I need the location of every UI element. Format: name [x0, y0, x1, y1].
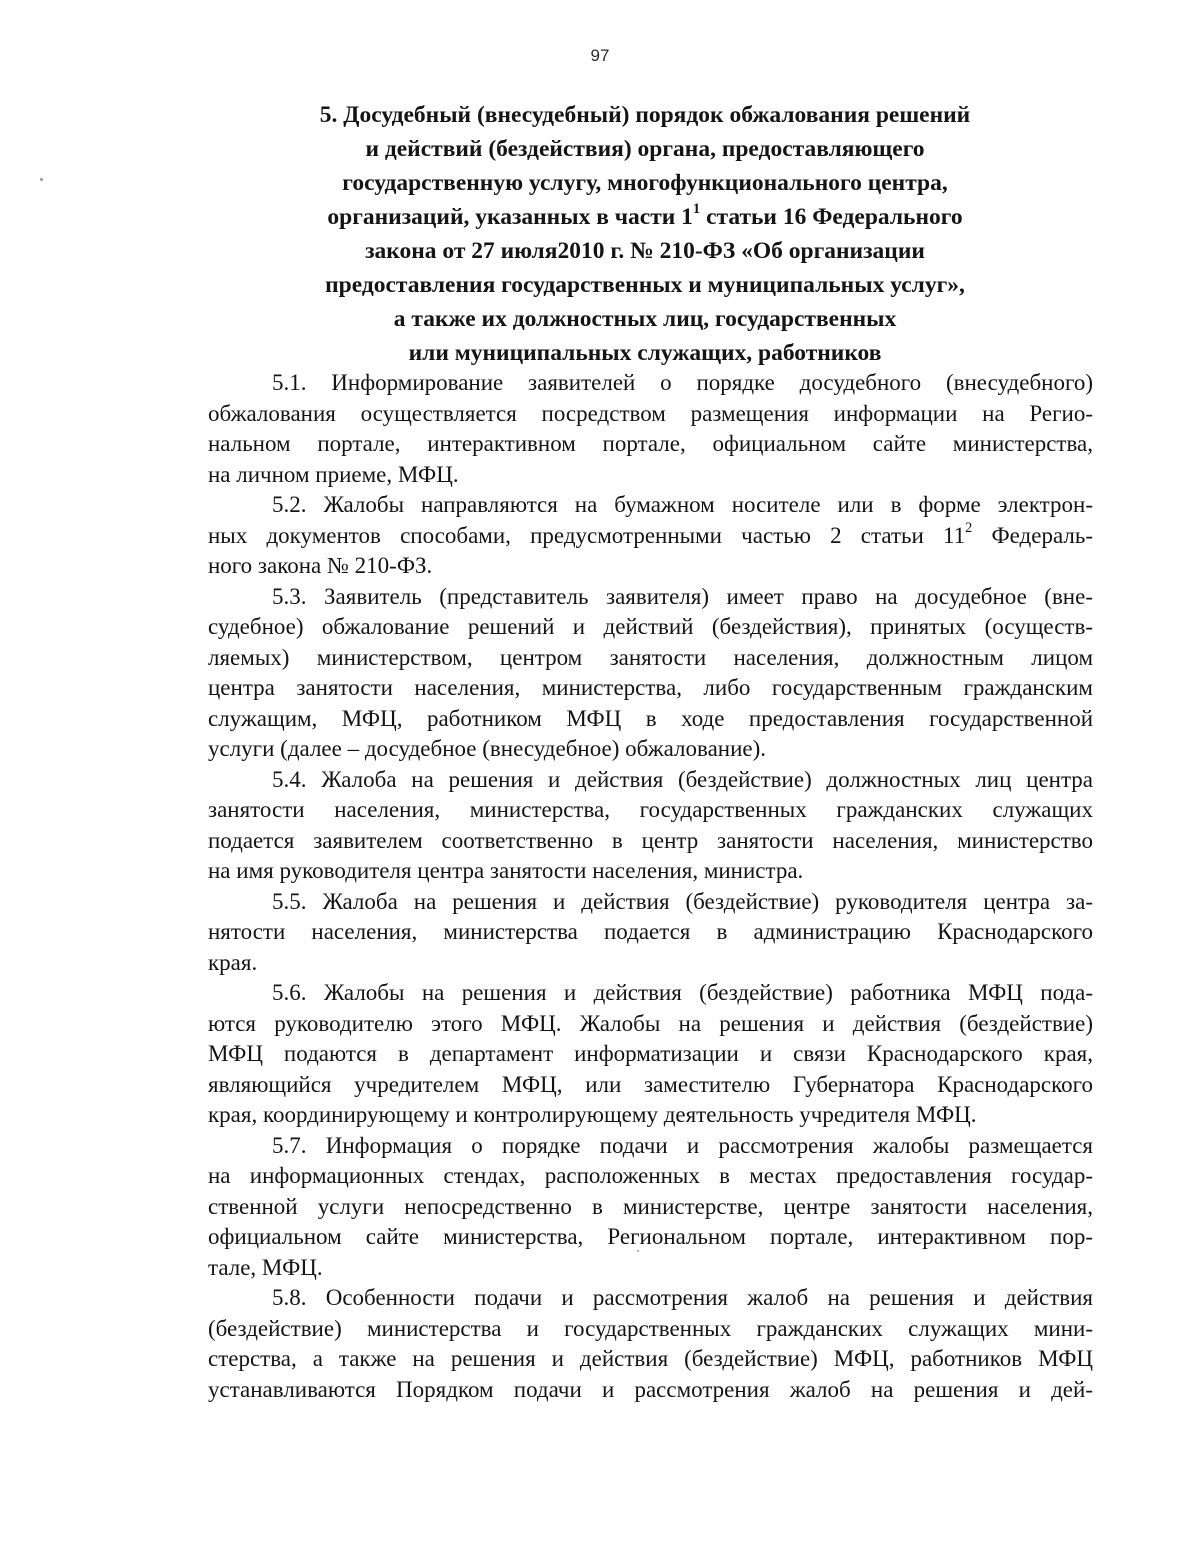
scan-speck [40, 178, 43, 181]
paragraph-line [208, 948, 1093, 979]
line-text: ляемых) министерством, центром занятости населения, должностным лицом [208, 644, 1093, 670]
heading-line [240, 234, 1050, 268]
paragraph-line [208, 887, 1093, 918]
line-text: центра занятости населения, министерства, либо государственным гражданским [208, 675, 1093, 700]
paragraph-line [208, 399, 1093, 430]
paragraph-line [208, 368, 1093, 399]
paragraph-line [208, 826, 1093, 857]
line-text: и действий (бездействия) органа, предоставляющего [365, 136, 925, 162]
paragraph-line [208, 1161, 1093, 1192]
line-text: устанавливаются Порядком подачи и рассмотрения жалоб на решения и дей- [208, 1376, 1093, 1402]
section-heading [240, 98, 1050, 370]
paragraph-line [208, 1344, 1093, 1375]
line-text-continued: статьи 16 Федерального [700, 204, 963, 230]
document-body [208, 368, 1093, 1405]
line-text: ных документов способами, предусмотренными частью 2 статьи 11 [208, 522, 966, 548]
paragraph-line [208, 521, 1093, 552]
line-text: услуги (далее – досудебное (внесудебное) обжалование). [208, 736, 767, 761]
paragraph-line [208, 704, 1093, 735]
paragraph-line [208, 643, 1093, 674]
paragraph-line [208, 1070, 1093, 1101]
line-text: а также их должностных лиц, государственных [393, 306, 897, 332]
paragraph-line [208, 1253, 1093, 1284]
paragraph [208, 765, 1093, 887]
line-text: на информационных стендах, расположенных в местах предоставления государ- [208, 1163, 1093, 1188]
heading-line [240, 268, 1050, 302]
line-text: ственной услуги непосредственно в министерстве, центре занятости населения, [208, 1193, 1093, 1219]
heading-line [240, 336, 1050, 370]
line-text: обжалования осуществляется посредством размещения информации на Регио- [208, 400, 1093, 426]
page-number: 97 [590, 46, 610, 65]
paragraph-line [208, 612, 1093, 643]
paragraph-line [208, 1009, 1093, 1040]
paragraph [208, 368, 1093, 490]
line-text: или муниципальных служащих, работников [408, 340, 882, 366]
line-text: ются руководителю этого МФЦ. Жалобы на решения и действия (бездействие) [208, 1010, 1093, 1036]
paragraph-line [208, 1192, 1093, 1223]
line-text: 5.8. Особенности подачи и рассмотрения жалоб на решения и действия [272, 1285, 1093, 1310]
heading-line [240, 302, 1050, 336]
paragraph-line [208, 1100, 1093, 1131]
paragraph-line [208, 1222, 1093, 1253]
line-text: государственную услугу, многофункционального центра, [342, 170, 948, 196]
line-text: организаций, указанных в части 1 [327, 204, 693, 230]
line-text: 5. Досудебный (внесудебный) порядок обжалования решений [319, 102, 971, 128]
line-text: края, координирующему и контролирующему деятельность учредителя МФЦ. [208, 1102, 977, 1127]
paragraph-line [208, 734, 1093, 765]
heading-line [240, 98, 1050, 132]
paragraph [208, 887, 1093, 979]
line-text: 5.3. Заявитель (представитель заявителя) имеет право на досудебное (вне- [272, 583, 1093, 609]
paragraph-line [208, 765, 1093, 796]
paragraph-line [208, 551, 1093, 582]
paragraph-line [208, 582, 1093, 613]
paragraph-line [208, 673, 1093, 704]
paragraph [208, 490, 1093, 582]
line-text: (бездействие) министерства и государственных гражданских служащих мини- [208, 1315, 1093, 1341]
line-text: 5.6. Жалобы на решения и действия (бездействие) работника МФЦ пода- [272, 980, 1093, 1005]
line-text: служащим, МФЦ, работником МФЦ в ходе предоставления государственной [208, 705, 1093, 731]
line-text: тале, МФЦ. [208, 1254, 323, 1280]
line-text: на личном приеме, МФЦ. [208, 461, 459, 487]
line-text: нятости населения, министерства подается в администрацию Краснодарского [208, 919, 1093, 944]
heading-line [240, 200, 1050, 234]
line-text: 5.2. Жалобы направляются на бумажном носителе или в форме электрон- [272, 492, 1093, 517]
line-text: МФЦ подаются в департамент информатизации и связи Краснодарского края, [208, 1041, 1093, 1066]
line-text: стерства, а также на решения и действия (бездействие) МФЦ, работников МФЦ [208, 1346, 1093, 1371]
paragraph-line [208, 917, 1093, 948]
line-text: являющийся учредителем МФЦ, или заместителю Губернатора Краснодарского [208, 1071, 1093, 1097]
line-text: закона от 27 июля2010 г. № 210-ФЗ «Об организации [365, 238, 925, 264]
superscript: 1 [692, 201, 701, 217]
line-text: официальном сайте министерства, Региональном портале, интерактивном пор- [208, 1224, 1093, 1249]
scan-speck [637, 1250, 639, 1252]
line-text: 5.7. Информация о порядке подачи и рассмотрения жалобы размещается [272, 1132, 1093, 1158]
line-text: предоставления государственных и муниципальных услуг», [325, 272, 965, 298]
superscript: 2 [965, 519, 973, 536]
paragraph-line [208, 429, 1093, 460]
heading-line [240, 132, 1050, 166]
paragraph-line [208, 1375, 1093, 1406]
line-text: нальном портале, интерактивном портале, официальном сайте министерства, [208, 431, 1093, 456]
line-text-continued: Федераль- [972, 522, 1093, 548]
line-text: занятости населения, министерства, государственных гражданских служащих [208, 797, 1093, 822]
paragraph-line [208, 460, 1093, 491]
paragraph-line [208, 795, 1093, 826]
paragraph-line [208, 1283, 1093, 1314]
line-text: судебное) обжалование решений и действий (бездействия), принятых (осуществ- [208, 614, 1093, 639]
paragraph-line [208, 490, 1093, 521]
paragraph-line [208, 856, 1093, 887]
paragraph-line [208, 978, 1093, 1009]
line-text: подается заявителем соответственно в центр занятости населения, министерство [208, 827, 1093, 853]
line-text: края. [208, 949, 258, 975]
paragraph-line [208, 1131, 1093, 1162]
line-text: 5.1. Информирование заявителей о порядке досудебного (внесудебного) [272, 370, 1093, 395]
line-text: ного закона № 210-ФЗ. [208, 553, 433, 578]
paragraph-line [208, 1039, 1093, 1070]
paragraph [208, 1283, 1093, 1405]
paragraph [208, 1131, 1093, 1284]
line-text: на имя руководителя центра занятости населения, министра. [208, 858, 804, 883]
paragraph-line [208, 1314, 1093, 1345]
paragraph [208, 978, 1093, 1131]
paragraph [208, 582, 1093, 765]
line-text: 5.5. Жалоба на решения и действия (бездействие) руководителя центра за- [272, 888, 1093, 914]
heading-line [240, 166, 1050, 200]
line-text: 5.4. Жалоба на решения и действия (бездействие) должностных лиц центра [272, 766, 1093, 792]
